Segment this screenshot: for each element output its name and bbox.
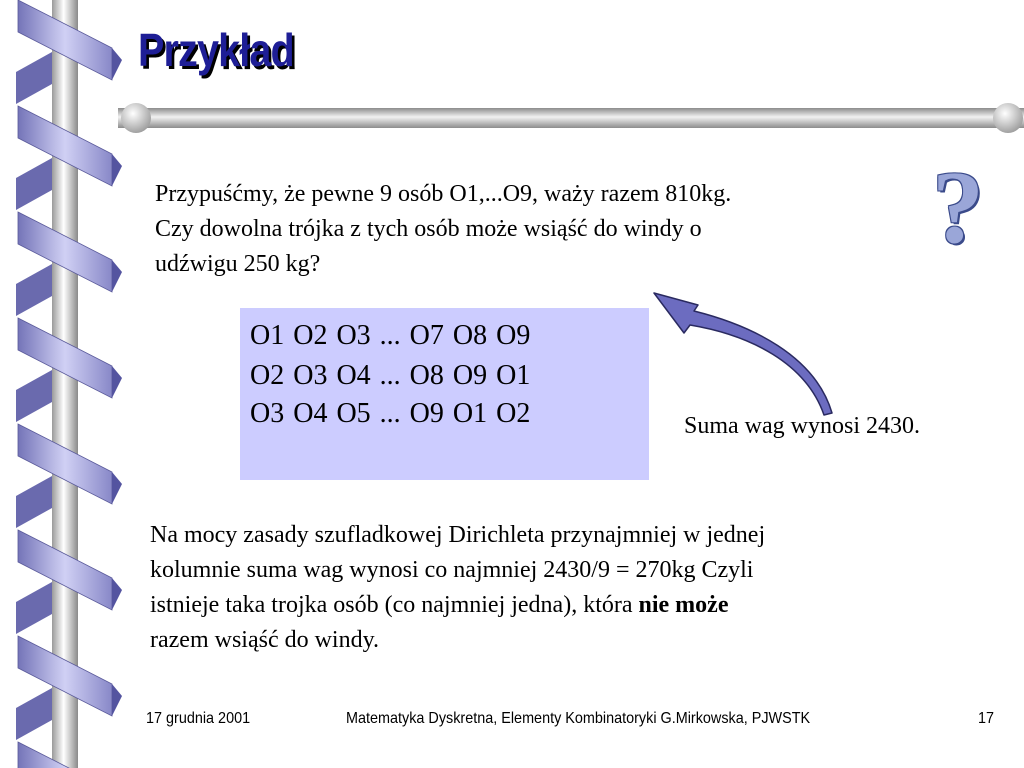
footer-course: Matematyka Dyskretna, Elementy Kombinatoryki G.Mirkowska, PJWSTK <box>346 710 811 727</box>
slide-title: Przykład <box>138 24 294 76</box>
sum-note: Suma wag wynosi 2430. <box>684 413 920 439</box>
footer-page-number: 17 <box>978 710 995 727</box>
question-mark-icon: ? <box>932 150 984 265</box>
intro-line: Czy dowolna trójka z tych osób może wsiąść do windy o <box>155 216 702 242</box>
conclusion-paragraph <box>150 518 765 658</box>
grouping-table <box>240 308 649 480</box>
conclusion-line <box>150 588 765 623</box>
curved-arrow-icon <box>640 285 840 420</box>
conclusion-line: Na mocy zasady szufladkowej Dirichleta przynajmniej w jednej <box>150 522 766 548</box>
intro-line: udźwigu 250 kg? <box>155 251 321 277</box>
conclusion-line: kolumnie suma wag wynosi co najmniej 2430/9 = 270kg Czyli <box>150 557 754 583</box>
emphasis-text: nie może <box>638 592 729 618</box>
table-row: O3 O4 O5 ... O9 O1 O2 <box>250 398 531 429</box>
table-row: O1 O2 O3 ... O7 O8 O9 <box>250 320 531 351</box>
conclusion-line: razem wsiąść do windy. <box>150 627 380 653</box>
intro-paragraph <box>155 177 731 282</box>
intro-line: Przypuśćmy, że pewne 9 osób O1,...O9, waży razem 810kg. <box>155 181 732 207</box>
footer-date: 17 grudnia 2001 <box>146 710 251 727</box>
conclusion-text: istnieje taka trojka osób (co najmniej jedna), która <box>150 592 639 618</box>
table-row: O2 O3 O4 ... O8 O9 O1 <box>250 360 531 391</box>
